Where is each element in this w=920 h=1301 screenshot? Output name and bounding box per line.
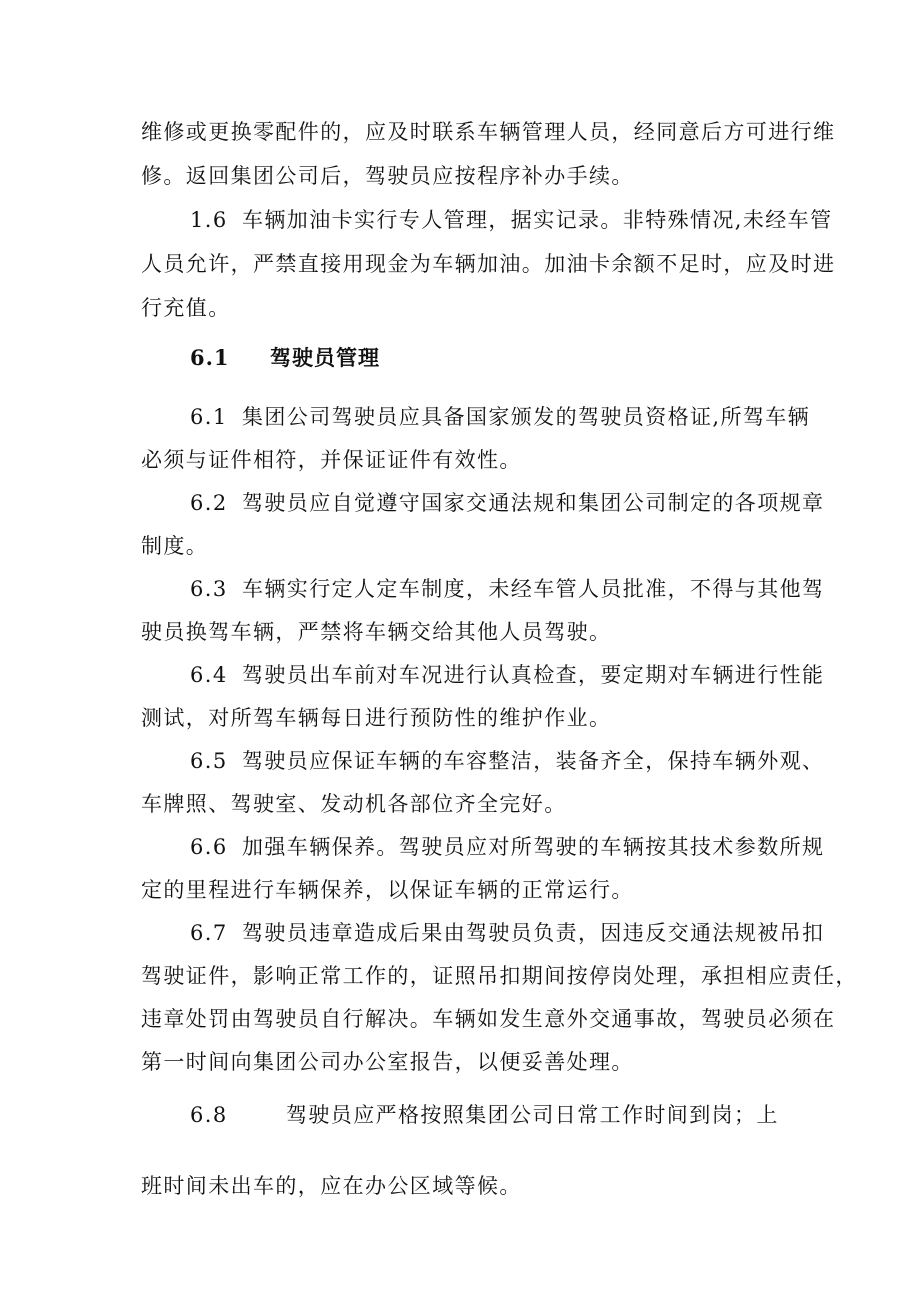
clause-text: 驾驶员违章造成后果由驾驶员负责，因违反交通法规被吊扣 bbox=[242, 921, 825, 945]
clause-number: 6.5 bbox=[190, 749, 228, 773]
clause-text: 驾驶员应严格按照集团公司日常工作时间到岗；上 bbox=[286, 1103, 779, 1127]
clause-number: 6.8 bbox=[190, 1103, 228, 1127]
clause-number: 6.2 bbox=[190, 491, 228, 515]
clause-line: 驾驶证件，影响正常工作的，证照吊扣期间按停岗处理，承担相应责任， bbox=[141, 964, 858, 988]
clause-text: 加强车辆保养。驾驶员应对所驾驶的车辆按其技术参数所规 bbox=[242, 835, 825, 859]
paragraph-first-line bbox=[190, 206, 832, 234]
section-number: 6.1 bbox=[190, 345, 230, 370]
clause-first-line bbox=[190, 1101, 779, 1129]
clause-text: 车辆实行定人定车制度，未经车管人员批准，不得与其他驾 bbox=[242, 577, 825, 601]
paragraph-line: 修。返回集团公司后，驾驶员应按程序补办手续。 bbox=[141, 164, 634, 188]
clause-first-line bbox=[190, 403, 810, 431]
clause-text: 集团公司驾驶员应具备国家颁发的驾驶员资格证,所驾车辆 bbox=[242, 405, 811, 429]
clause-line: 违章处罚由驾驶员自行解决。车辆如发生意外交通事故，驾驶员必须在 bbox=[141, 1007, 836, 1031]
clause-first-line bbox=[190, 747, 824, 775]
section-title: 驾驶员管理 bbox=[270, 345, 380, 370]
clause-first-line bbox=[190, 919, 824, 947]
clause-number: 6.7 bbox=[190, 921, 228, 945]
clause-text: 驾驶员出车前对车况进行认真检查，要定期对车辆进行性能 bbox=[242, 663, 825, 687]
clause-number: 6.4 bbox=[190, 663, 228, 687]
clause-number: 6.6 bbox=[190, 835, 228, 859]
section-heading bbox=[190, 344, 380, 372]
clause-line: 制度。 bbox=[141, 534, 209, 558]
clause-text: 驾驶员应自觉遵守国家交通法规和集团公司制定的各项规章 bbox=[242, 491, 825, 515]
clause-text: 车辆加油卡实行专人管理，据实记录。非特殊情况,未经车管 bbox=[242, 208, 833, 232]
clause-number: 6.1 bbox=[190, 405, 228, 429]
clause-line: 必须与证件相符，并保证证件有效性。 bbox=[141, 448, 522, 472]
paragraph-line: 人员允许，严禁直接用现金为车辆加油。加油卡余额不足时，应及时进 bbox=[141, 252, 836, 276]
clause-line: 测试，对所驾车辆每日进行预防性的维护作业。 bbox=[141, 706, 612, 730]
clause-number: 6.3 bbox=[190, 577, 228, 601]
paragraph-line: 行充值。 bbox=[141, 296, 231, 320]
clause-line: 驶员换驾车辆，严禁将车辆交给其他人员驾驶。 bbox=[141, 620, 612, 644]
clause-text: 驾驶员应保证车辆的车容整洁，装备齐全，保持车辆外观、 bbox=[242, 749, 825, 773]
clause-line: 第一时间向集团公司办公室报告，以便妥善处理。 bbox=[141, 1050, 634, 1074]
clause-line: 定的里程进行车辆保养，以保证车辆的正常运行。 bbox=[141, 878, 634, 902]
clause-first-line bbox=[190, 661, 824, 689]
clause-first-line bbox=[190, 575, 824, 603]
clause-number: 1.6 bbox=[190, 208, 228, 232]
clause-line: 车牌照、驾驶室、发动机各部位齐全完好。 bbox=[141, 792, 567, 816]
clause-first-line bbox=[190, 489, 824, 517]
paragraph-line: 维修或更换零配件的，应及时联系车辆管理人员，经同意后方可进行维 bbox=[141, 120, 836, 144]
clause-line: 班时间未出车的，应在办公区域等候。 bbox=[141, 1174, 522, 1198]
clause-first-line bbox=[190, 833, 824, 861]
